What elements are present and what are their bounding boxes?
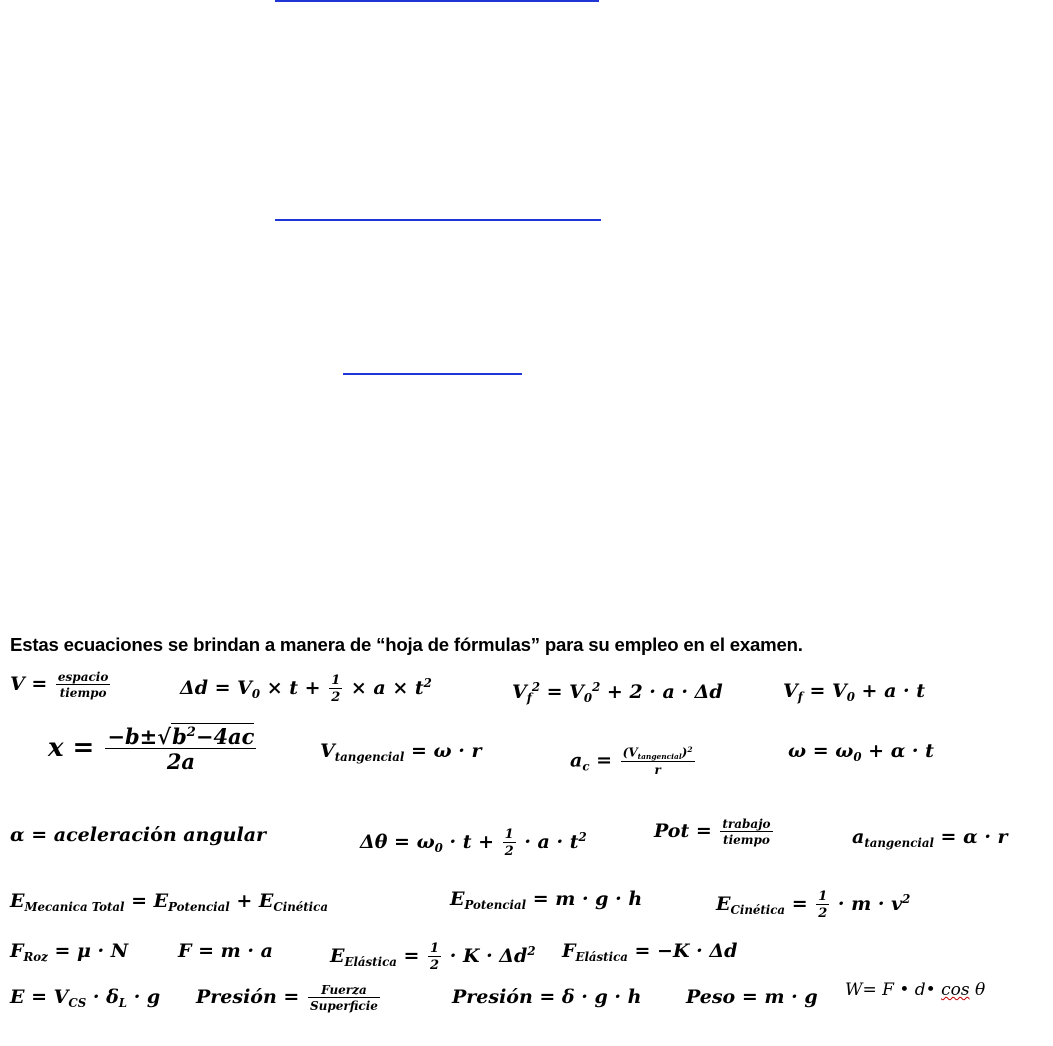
- eq-power: Pot = $\frac{\text{trabajo}}{\text{tiempo}}$: [654, 817, 771, 847]
- eq-final-velocity-squared: $V_f^2 = V_0^2 + 2 \cdot a \cdot \Delta d$: [512, 680, 723, 706]
- eq-friction-force: $F_{Roz} = \mu \cdot N$: [10, 940, 129, 965]
- formula-sheet-heading: Estas ecuaciones se brindan a manera de “hoja de fórmulas” para su empleo en el examen.: [10, 634, 803, 655]
- eq-energy-vcs: $E = V_{CS} \cdot \delta_L \cdot g$: [10, 986, 161, 1011]
- eq-total-mechanical-energy: $E_{Mecanica Total} = E_{Potencial} + E_{Cinética}$: [10, 890, 328, 915]
- eq-elastic-energy: $E_{Elástica}$ = $\frac{1}{2}$ · $K \cdot \Delta d^2$: [330, 941, 536, 973]
- eq-angular-velocity: $\omega = \omega_0 + \alpha \cdot t$: [788, 740, 934, 765]
- eq-pressure-force-area: Presión = $\frac{\text{Fuerza}}{\text{Superficie}}$: [196, 983, 378, 1013]
- eq-displacement: $\Delta d = V_0 \times t$ + $\frac{1}{2}$ × $a \times t^2$: [180, 673, 432, 705]
- hyperlink-underline-1[interactable]: [275, 0, 599, 2]
- eq-newton-second-law: F = m · a: [178, 940, 273, 962]
- eq-elastic-force: $F_{Elástica} = -K \cdot \Delta d$: [562, 940, 738, 965]
- hyperlink-underline-2[interactable]: [275, 219, 601, 221]
- eq-tangential-velocity: $V_{tangencial} = \omega \cdot r$: [320, 740, 482, 765]
- eq-kinetic-energy: $E_{Cinética}$ = $\frac{1}{2}$ · $m \cdot v^2$: [716, 889, 911, 921]
- hyperlink-underline-3[interactable]: [343, 373, 522, 375]
- spellcheck-underlined-word: cos: [941, 980, 970, 1000]
- formula-sheet: [0, 596, 1053, 1046]
- eq-potential-energy: $E_{Potencial} = m \cdot g \cdot h$: [450, 888, 643, 913]
- eq-weight: Peso = m · g: [686, 986, 818, 1008]
- eq-angular-acceleration: α = aceleración angular: [10, 824, 267, 846]
- eq-centripetal-acceleration: $a_c$ = $\frac{(V_{tangencial})^2}{r}$: [570, 745, 693, 778]
- eq-final-velocity: $V_f = V_0 + a \cdot t$: [783, 680, 925, 705]
- eq-velocity: V = $\frac{\text{espacio}}{\text{tiempo}}$: [10, 670, 109, 700]
- eq-tangential-acceleration: $a_{tangencial} = \alpha \cdot r$: [852, 826, 1008, 851]
- eq-work: W= F • d• cos θ: [845, 980, 986, 1000]
- frac-num: espacio: [57, 670, 109, 684]
- frac-den: tiempo: [59, 686, 107, 700]
- eq-hydrostatic-pressure: Presión = δ · g · h: [452, 986, 642, 1008]
- eq-quadratic-formula: x = $\frac{-b\pm√b^2-4ac}{2a}$: [48, 724, 255, 774]
- eq-angular-displacement: $\Delta\theta = \omega_0 \cdot t$ + $\frac{1}{2}$ · $a \cdot t^2$: [360, 827, 587, 859]
